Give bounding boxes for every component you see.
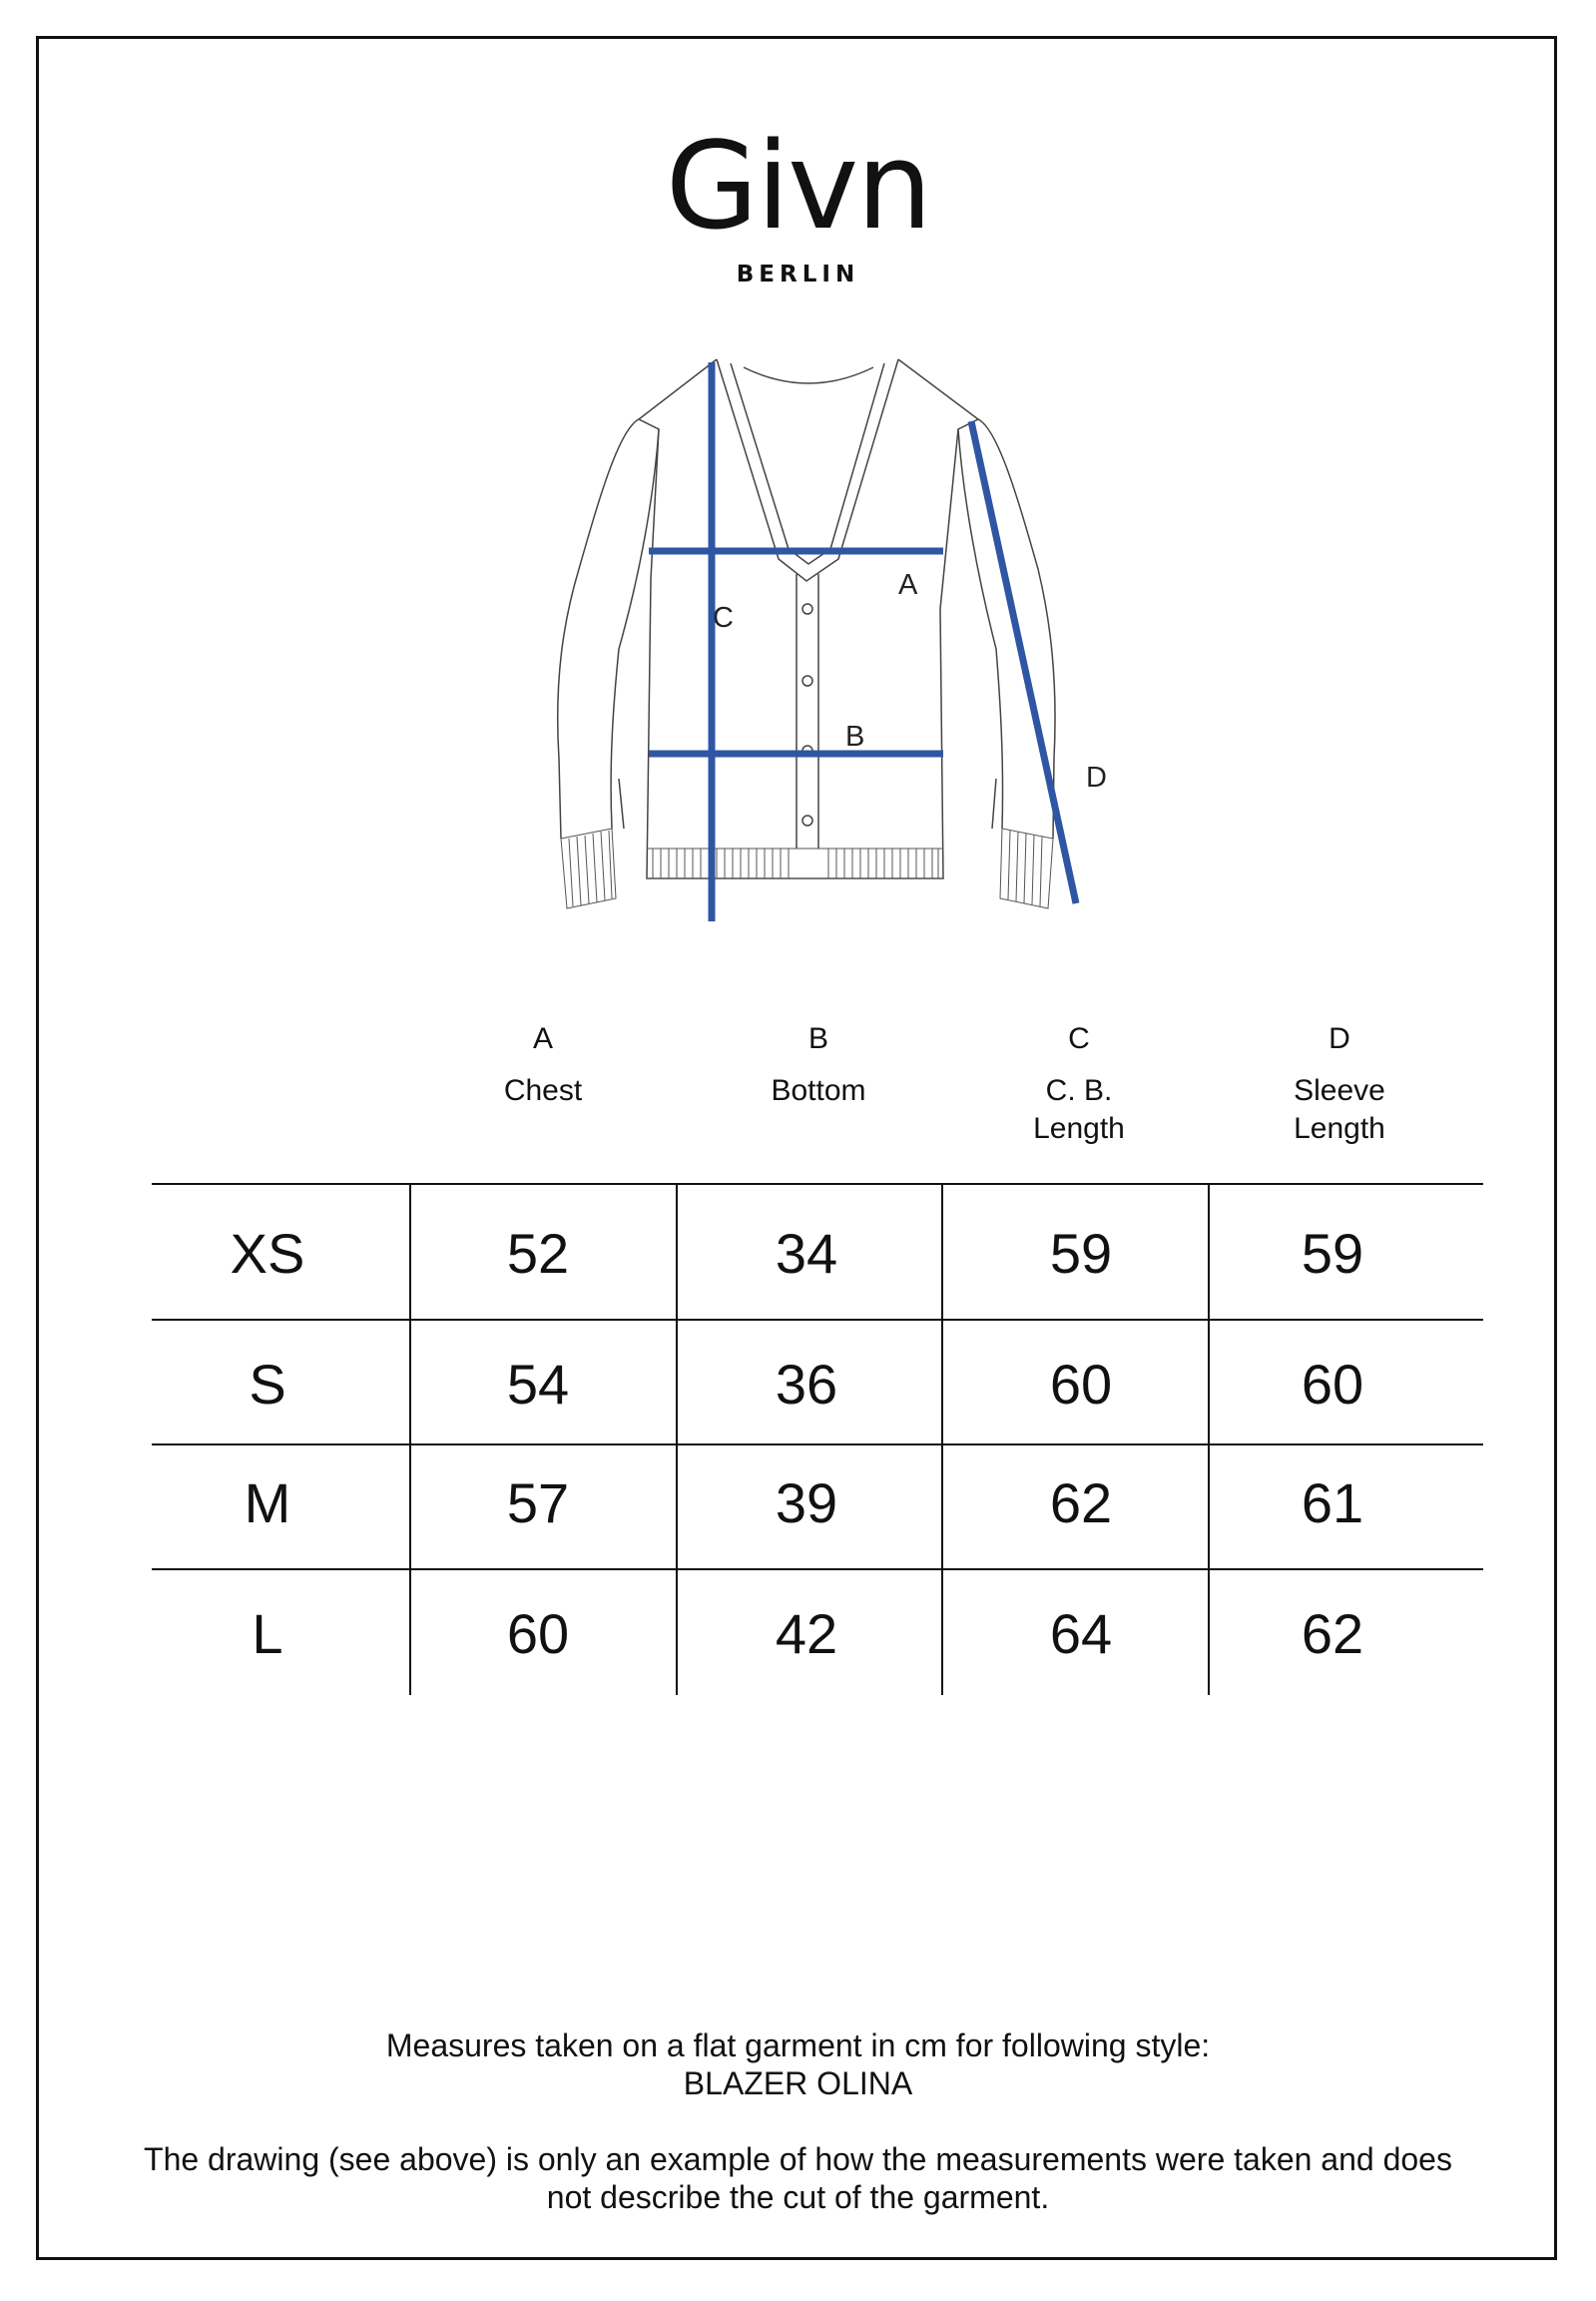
- label-a: A: [898, 569, 918, 601]
- table-cell: 60: [1049, 1353, 1113, 1416]
- column-letter: B: [807, 1022, 828, 1055]
- table-cell: 62: [1301, 1602, 1364, 1665]
- column-header-bottom: [699, 1020, 938, 1110]
- brand-location: BERLIN: [736, 262, 860, 288]
- column-header-chest: [423, 1020, 663, 1110]
- table-rule: [152, 1183, 1483, 1185]
- label-c: C: [713, 602, 734, 634]
- table-cell: 60: [506, 1602, 570, 1665]
- table-cell: 64: [1049, 1602, 1113, 1665]
- size-label-m: M: [244, 1471, 291, 1534]
- disclaimer-line-2: not describe the cut of the garment.: [546, 2179, 1050, 2215]
- disclaimer-line-1: The drawing (see above) is only an example of how the measurements were taken and does: [144, 2141, 1452, 2177]
- table-cell: 61: [1301, 1471, 1364, 1534]
- table-cell: 59: [1049, 1222, 1113, 1285]
- cuffs: [561, 829, 1053, 908]
- column-name: Sleeve Length: [1294, 1074, 1385, 1145]
- table-cell: 36: [775, 1353, 838, 1416]
- brand-logo: Givn: [665, 118, 931, 257]
- garment-diagram: [519, 349, 1118, 938]
- column-header-sleeve-length: [1220, 1020, 1459, 1148]
- label-b: B: [845, 721, 865, 753]
- column-letter: D: [1329, 1022, 1350, 1055]
- table-cell: 42: [775, 1602, 838, 1665]
- table-cell: 52: [506, 1222, 570, 1285]
- measure-note: Measures taken on a flat garment in cm for following style:: [385, 2027, 1211, 2063]
- size-label-xs: XS: [230, 1222, 305, 1285]
- buttons: [802, 604, 812, 826]
- table-rule: [152, 1319, 1483, 1321]
- table-rule: [152, 1443, 1483, 1445]
- measure-line-d: [971, 421, 1076, 903]
- column-name: C. B. Length: [1033, 1074, 1125, 1145]
- column-header-cb-length: [959, 1020, 1199, 1148]
- column-letter: C: [1068, 1022, 1090, 1055]
- table-cell: 62: [1049, 1471, 1113, 1534]
- hem-ribbing: [647, 849, 943, 878]
- style-name: BLAZER OLINA: [683, 2065, 913, 2101]
- size-label-s: S: [249, 1353, 286, 1416]
- table-cell: 34: [775, 1222, 838, 1285]
- column-name: Chest: [503, 1074, 583, 1107]
- table-cell: 60: [1301, 1353, 1364, 1416]
- label-d: D: [1086, 762, 1107, 794]
- column-letter: A: [532, 1022, 553, 1055]
- table-cell: 39: [775, 1471, 838, 1534]
- table-cell: 59: [1301, 1222, 1364, 1285]
- table-cell: 57: [506, 1471, 570, 1534]
- cardigan-outline: [558, 359, 1055, 878]
- table-divider: [941, 1184, 943, 1695]
- measure-lines: [649, 362, 1076, 921]
- size-label-l: L: [252, 1602, 283, 1665]
- table-rule: [152, 1568, 1483, 1570]
- column-name: Bottom: [771, 1074, 866, 1107]
- table-cell: 54: [506, 1353, 570, 1416]
